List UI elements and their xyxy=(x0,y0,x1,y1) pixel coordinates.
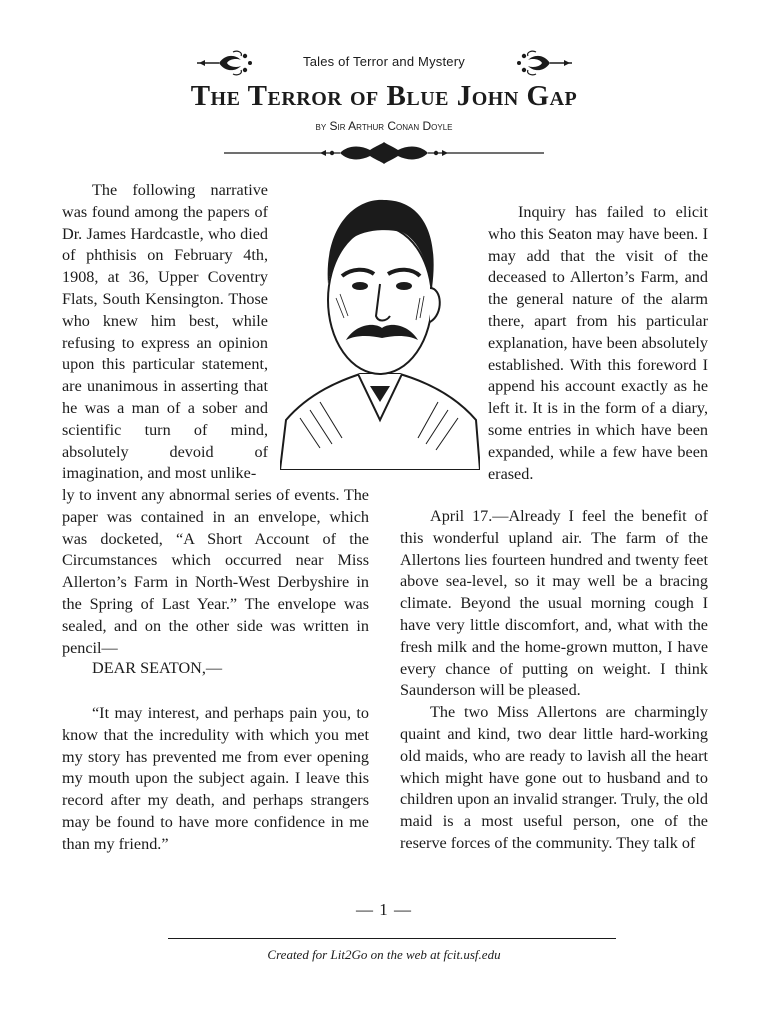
diary-entry-allertons: The two Miss Allertons are charmingly quaint and kind, two dear little hard-working old maids, who are ready to lavish all the heart which might have gone out to husband and to children upon an invalid stranger. Truly, the old maid is a most useful person, one of the reserve forces of the community. They talk of xyxy=(400,703,708,852)
divider-flourish-icon xyxy=(224,142,544,164)
series-title: Tales of Terror and Mystery xyxy=(303,54,465,69)
letter-paragraph: “It may interest, and perhaps pain you, to know that the incredulity with which you met my story has prevented me from ever opening my mouth upon the subject again. I leave this record after my death, and perhaps strangers may be found to have more confidence in me than my friend.” xyxy=(62,704,369,853)
foreword-paragraph: Inquiry has failed to elicit who this Seaton may have been. I may add that the visit of the deceased to Allerton’s Farm, and the general nature of the alarm there, apart from his particular explanation, have been absolutely established. With this foreword I append his account exactly as he left it. It is in the form of a diary, some entries in which have been expanded, while a few have been erased. xyxy=(488,203,708,483)
footer-rule xyxy=(168,938,616,939)
page-title: The Terror of Blue John Gap xyxy=(190,80,578,112)
intro-paragraph-part2: ly to invent any abnormal series of events. The paper was contained in an envelope, which was docketed, “A Short Account of the Circumstances which occurred near Miss Allerton’s Farm in North-West Derbyshire in the Spring of Last Year.” The envelope was sealed, and on the other side was written in pencil— xyxy=(62,486,369,657)
diary-entries xyxy=(400,506,708,855)
footer-credit: Created for Lit2Go on the web at fcit.usf.edu xyxy=(267,947,501,962)
byline: by Sir Arthur Conan Doyle xyxy=(315,119,453,133)
salutation: DEAR SEATON,— xyxy=(92,659,223,677)
page-number: — 1 — xyxy=(356,900,412,919)
diary-entry-april-17: April 17.—Already I feel the benefit of this wonderful upland air. The farm of the Allertons lies fourteen hundred and twenty feet above sea-level, so it may well be a bracing climate. Beyond the usual morning cough I have very little discomfort, and, what with the fresh milk and the home-grown mutton, I have every chance of putting on weight. I think Saunderson will be pleased. xyxy=(400,507,708,700)
author-portrait xyxy=(280,188,480,470)
flourish-right-icon xyxy=(516,50,572,76)
intro-paragraph-part1: The following narrative was found among the papers of Dr. James Hardcastle, who died of phthisis on February 4th, 1908, at 36, Upper Coventry Flats, South Kensington. Those who knew him best, while refusing to express an opinion upon this particular statement, are unanimous in asserting that he was a man of a sober and scientific turn of mind, absolutely devoid of imagination, and most unlike- xyxy=(62,181,268,483)
